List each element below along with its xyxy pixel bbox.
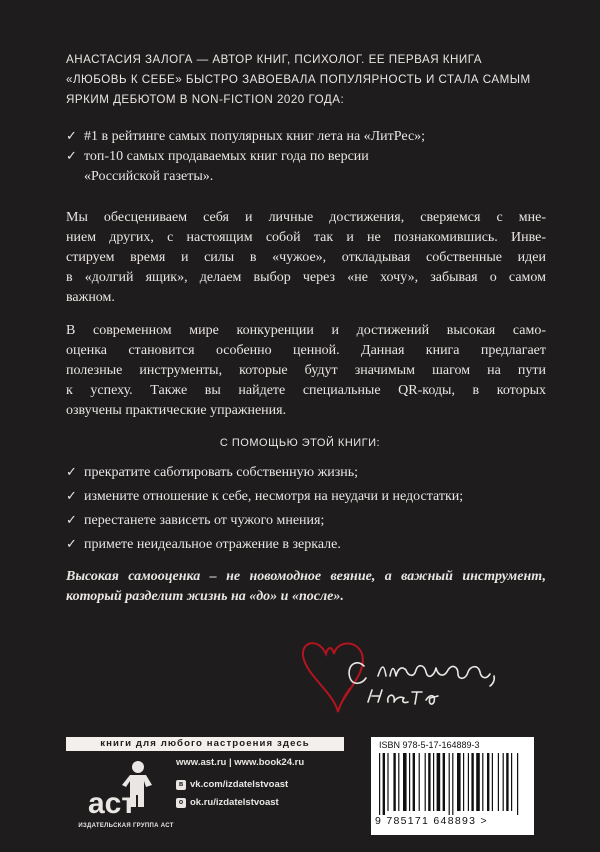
text-line: Мы обесцениваем себя и личные достижения, сверяемся с мне- (66, 210, 546, 225)
barcode-bar (498, 753, 499, 811)
barcode-bar (393, 753, 395, 811)
barcode-bar (409, 753, 410, 811)
barcode-bar (449, 753, 450, 815)
barcode-bar (383, 753, 385, 815)
text-line: В современном мире конкуренции и достижений высокая само- (66, 323, 546, 338)
barcode-panel (371, 737, 534, 835)
achievement-text: #1 в рейтинге самых популярных книг лета на «ЛитРес»; (84, 129, 426, 144)
ok-link[interactable] (176, 796, 366, 810)
barcode-bar (506, 753, 508, 811)
vk-icon: в (176, 780, 186, 790)
barcode-bar (471, 753, 473, 811)
list-item (66, 463, 546, 483)
barcode-bar (387, 753, 388, 811)
closing-statement (66, 567, 546, 607)
text-line: полезные инструменты, которые будут значимым шагом на пути (66, 363, 546, 378)
text-line: важном. (66, 290, 115, 305)
barcode-bar (428, 753, 430, 811)
achievement-line: топ-10 самых продаваемых книг года по версии (84, 149, 369, 164)
list-item (66, 127, 546, 147)
achievement-text (84, 147, 369, 187)
barcode-bar (403, 753, 407, 811)
vk-link-text[interactable]: vk.com/izdatelstvoast (190, 779, 289, 790)
barcode-bar (482, 753, 483, 811)
checkmark-icon: ✓ (66, 129, 77, 144)
benefit-text: прекратите саботировать собственную жизнь; (84, 465, 359, 480)
barcode-bar (503, 753, 504, 811)
list-item (66, 511, 546, 531)
barcode-bar (433, 753, 434, 811)
handwritten-signature (298, 636, 518, 721)
intro-line: «ЛЮБОВЬ К СЕБЕ» БЫСТРО ЗАВОЕВАЛА ПОПУЛЯРНОСТЬ И СТАЛА САМЫМ (66, 73, 531, 86)
benefit-text: примете неидеальное отражение в зеркале. (84, 537, 341, 552)
barcode-bar (487, 753, 489, 811)
ok-icon: о (176, 798, 186, 808)
barcode-bar (511, 753, 512, 811)
barcode-bar (452, 753, 453, 815)
benefits-list (66, 463, 546, 555)
ean-number: 9 785171 648893 > (375, 815, 488, 827)
logo-wordmark: аст (88, 787, 137, 820)
achievements-list (66, 127, 546, 187)
checkmark-icon: ✓ (66, 489, 77, 504)
barcode-bar (443, 753, 445, 811)
isbn-number: ISBN 978-5-17-164889-3 (379, 740, 480, 750)
text-line: нием других, с настоящим собой так и не познакомившись. Инве- (66, 230, 546, 245)
benefit-text: измените отношение к себе, несмотря на неудачи и недостатки; (84, 489, 464, 504)
description-paragraph (66, 208, 546, 308)
barcode-bar (413, 753, 415, 811)
checkmark-icon: ✓ (66, 537, 77, 552)
text-line: к успеху. Также вы найдете специальные QR-коды, в которых (66, 383, 546, 398)
barcode-bar (468, 753, 469, 811)
vk-link[interactable] (176, 778, 366, 792)
benefits-heading: С ПОМОЩЬЮ ЭТОЙ КНИГИ: (219, 437, 381, 449)
text-line: в «долгий ящик», делаем выбор через «не хочу», забывая о самом (66, 270, 546, 285)
barcode-bar (398, 753, 399, 811)
checkmark-icon: ✓ (66, 149, 77, 164)
barcode-bar (492, 753, 493, 811)
series-banner: книги для любого настроения здесь (66, 737, 344, 751)
checkmark-icon: ✓ (66, 465, 77, 480)
list-item (66, 147, 546, 187)
text-line: Высокая самооценка – не новомодное веяние, а важный инструмент, (66, 569, 546, 584)
barcode-bar (517, 753, 518, 815)
publisher-caption: ИЗДАТЕЛЬСКАЯ ГРУППА АСТ (78, 823, 174, 829)
website-link[interactable]: www.ast.ru | www.book24.ru (176, 757, 305, 768)
text-line: который разделит жизнь на «до» и «после». (66, 589, 344, 604)
ok-link-text[interactable]: ok.ru/izdatelstvoast (190, 797, 279, 808)
intro-line: ЯРКИМ ДЕБЮТОМ В NON-FICTION 2020 ГОДА: (66, 93, 345, 106)
barcode-bar (437, 753, 441, 811)
achievement-line: «Российской газеты». (84, 169, 214, 184)
text-line: стируем время и силы в «чужое», откладывая собственные идеи (66, 250, 546, 265)
barcode-bar (419, 753, 420, 811)
barcode-bar (457, 753, 461, 811)
checkmark-icon: ✓ (66, 513, 77, 528)
barcode-image (379, 753, 526, 815)
text-line: оценка становится особенно ценной. Данная книга предлагает (66, 343, 546, 358)
text-line: озвучены практические упражнения. (66, 403, 287, 418)
barcode-bar (425, 753, 426, 811)
barcode-bar (463, 753, 464, 811)
intro-line: АНАСТАСИЯ ЗАЛОГА — АВТОР КНИГ, ПСИХОЛОГ. ЕЕ ПЕРВАЯ КНИГА (66, 53, 482, 66)
publisher-logo (86, 757, 166, 827)
barcode-bar (476, 753, 480, 811)
heart-icon (303, 643, 363, 712)
description-paragraph (66, 321, 546, 421)
publisher-links (176, 756, 366, 810)
list-item (66, 535, 546, 555)
barcode-bar (379, 753, 380, 815)
list-item (66, 487, 546, 507)
benefit-text: перестанете зависеть от чужого мнения; (84, 513, 325, 528)
author-intro (66, 50, 546, 110)
